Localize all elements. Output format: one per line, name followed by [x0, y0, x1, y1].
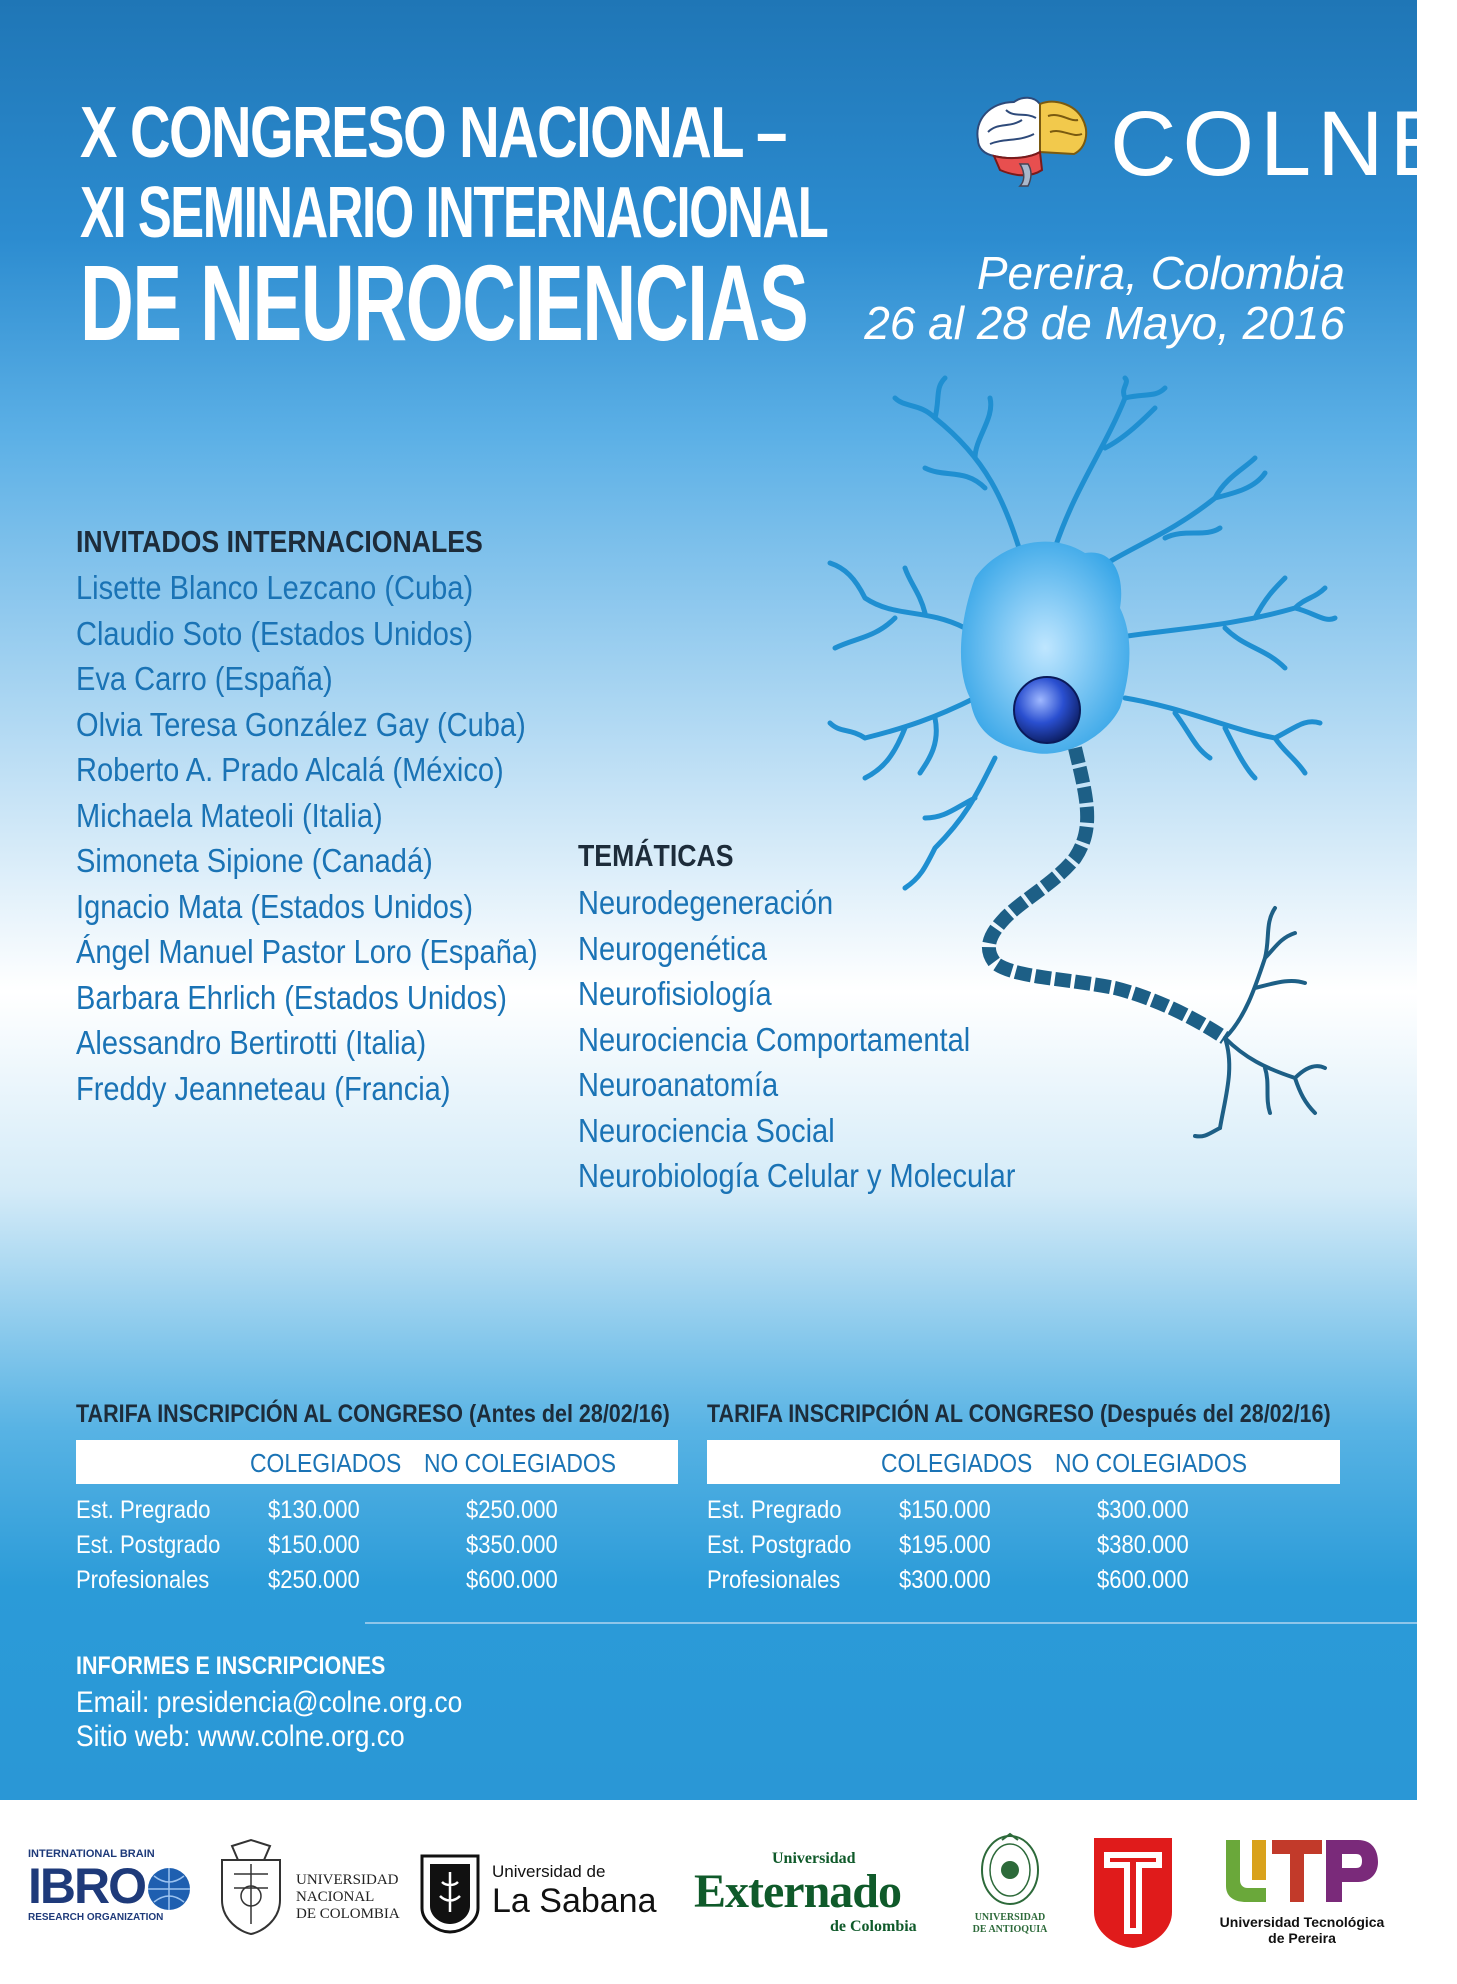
- info-email[interactable]: Email: presidencia@colne.org.co: [76, 1686, 463, 1719]
- topic-item: Neurodegeneración: [578, 884, 834, 921]
- externado-logo: [694, 1850, 944, 1940]
- fee-value-colegiados: $250.000: [268, 1566, 360, 1594]
- externado-bottom-text: de Colombia: [830, 1918, 917, 1935]
- topics-list: [578, 880, 1075, 1199]
- university-t-logo-icon: [1090, 1834, 1176, 1950]
- info-heading: INFORMES E INSCRIPCIONES: [76, 1652, 386, 1680]
- unal-shield-icon: [212, 1840, 290, 1936]
- unal-text-line: DE COLOMBIA: [296, 1906, 400, 1922]
- ibro-bottom-text: RESEARCH ORGANIZATION: [28, 1912, 164, 1923]
- sabana-top-text: Universidad de: [492, 1862, 606, 1881]
- ibro-logo: [28, 1848, 188, 1938]
- divider: [365, 1622, 1417, 1624]
- antioquia-seal-icon: [978, 1830, 1042, 1908]
- topics-heading: TEMÁTICAS: [578, 838, 734, 873]
- sabana-name: La Sabana: [492, 1882, 657, 1920]
- unal-text-line: UNIVERSIDAD: [296, 1872, 399, 1888]
- fee-row: [76, 1531, 678, 1566]
- externado-name: Externado: [694, 1865, 901, 1918]
- fee-value-no-colegiados: $250.000: [466, 1496, 558, 1524]
- info-website[interactable]: Sitio web: www.colne.org.co: [76, 1720, 405, 1753]
- event-location: Pereira, Colombia: [976, 247, 1345, 299]
- guest-item: Roberto A. Prado Alcalá (México): [76, 751, 504, 788]
- guest-item: Simoneta Sipione (Canadá): [76, 842, 433, 879]
- utp-logo: [1212, 1836, 1392, 1956]
- colne-wordmark: COLNE: [1110, 93, 1457, 195]
- utp-text-line: Universidad Tecnológica: [1219, 1914, 1385, 1930]
- guest-item: Barbara Ehrlich (Estados Unidos): [76, 978, 507, 1016]
- fee-row: [707, 1566, 1340, 1601]
- fee-row-label: Profesionales: [76, 1566, 210, 1594]
- colne-brain-logo-icon: [970, 92, 1092, 188]
- fee-value-colegiados: $150.000: [268, 1531, 360, 1559]
- fee-value-colegiados: $130.000: [268, 1496, 360, 1524]
- title-line-2: XI SEMINARIO INTERNACIONAL: [80, 173, 828, 253]
- fee-value-no-colegiados: $350.000: [466, 1531, 558, 1559]
- topic-item: Neurociencia Social: [578, 1111, 835, 1149]
- globe-icon: [146, 1866, 192, 1912]
- fee-row: [76, 1566, 678, 1601]
- guest-item: Ángel Manuel Pastor Loro (España): [76, 933, 538, 970]
- sabana-shield-icon: [418, 1852, 482, 1934]
- unal-logo: [212, 1840, 402, 1940]
- ibro-top-text: INTERNATIONAL BRAIN: [28, 1848, 155, 1860]
- topic-item: Neurobiología Celular y Molecular: [578, 1157, 1016, 1194]
- guest-item: Eva Carro (España): [76, 660, 333, 697]
- fee-value-colegiados: $300.000: [899, 1566, 991, 1594]
- fee-value-no-colegiados: $600.000: [466, 1566, 558, 1594]
- fee-row: [707, 1531, 1340, 1566]
- fee-col-colegiados: COLEGIADOS: [250, 1448, 402, 1478]
- fee-row: [76, 1496, 678, 1531]
- guests-list: [76, 565, 601, 1111]
- fee-header-after: [707, 1440, 1340, 1484]
- guest-item: Olvia Teresa González Gay (Cuba): [76, 705, 526, 743]
- sponsors-footer: [0, 1800, 1417, 1984]
- antioquia-logo: [962, 1830, 1058, 1950]
- fee-value-colegiados: $195.000: [899, 1531, 991, 1559]
- guest-item: Ignacio Mata (Estados Unidos): [76, 887, 474, 925]
- fee-header-before: [76, 1440, 678, 1484]
- sabana-logo: [418, 1852, 670, 1942]
- topic-item: Neuroanatomía: [578, 1066, 779, 1103]
- unal-text-line: NACIONAL: [296, 1889, 375, 1905]
- fee-title-after: TARIFA INSCRIPCIÓN AL CONGRESO (Después del 28/02/16): [707, 1400, 1331, 1428]
- guest-item: Freddy Jeanneteau (Francia): [76, 1069, 451, 1107]
- fee-row: [707, 1496, 1340, 1531]
- fee-value-no-colegiados: $300.000: [1097, 1496, 1189, 1524]
- topic-item: Neurogenética: [578, 929, 767, 967]
- fee-value-no-colegiados: $600.000: [1097, 1566, 1189, 1594]
- fee-row-label: Est. Pregrado: [707, 1496, 842, 1524]
- guest-item: Alessandro Bertirotti (Italia): [76, 1024, 427, 1061]
- title-line-1: X CONGRESO NACIONAL –: [80, 93, 786, 173]
- antioquia-text-line: DE ANTIOQUIA: [972, 1924, 1048, 1935]
- fee-row-label: Profesionales: [707, 1566, 841, 1594]
- fee-row-label: Est. Pregrado: [76, 1496, 211, 1524]
- antioquia-text-line: UNIVERSIDAD: [974, 1912, 1046, 1923]
- topic-item: Neurociencia Comportamental: [578, 1020, 971, 1058]
- fee-value-no-colegiados: $380.000: [1097, 1531, 1189, 1559]
- event-place-date: [864, 248, 1345, 348]
- fee-value-colegiados: $150.000: [899, 1496, 991, 1524]
- guests-heading: INVITADOS INTERNACIONALES: [76, 524, 483, 559]
- guest-item: Claudio Soto (Estados Unidos): [76, 614, 474, 652]
- guest-item: Michaela Mateoli (Italia): [76, 796, 383, 834]
- externado-top-text: Universidad: [772, 1850, 856, 1867]
- fee-col-no-colegiados: NO COLEGIADOS: [1055, 1448, 1247, 1478]
- topic-item: Neurofisiología: [578, 975, 772, 1012]
- fee-row-label: Est. Postgrado: [707, 1531, 852, 1559]
- ibro-name: IBRO: [28, 1858, 145, 1914]
- utp-mark-icon: [1222, 1836, 1382, 1906]
- fee-title-before: TARIFA INSCRIPCIÓN AL CONGRESO (Antes del 28/02/16): [76, 1400, 670, 1428]
- title-line-3: DE NEUROCIENCIAS: [80, 242, 808, 363]
- utp-text-line: de Pereira: [1268, 1930, 1336, 1946]
- guest-item: Lisette Blanco Lezcano (Cuba): [76, 569, 474, 606]
- fee-col-colegiados: COLEGIADOS: [881, 1448, 1033, 1478]
- fee-col-no-colegiados: NO COLEGIADOS: [424, 1448, 616, 1478]
- event-dates: 26 al 28 de Mayo, 2016: [864, 297, 1345, 349]
- fee-row-label: Est. Postgrado: [76, 1531, 221, 1559]
